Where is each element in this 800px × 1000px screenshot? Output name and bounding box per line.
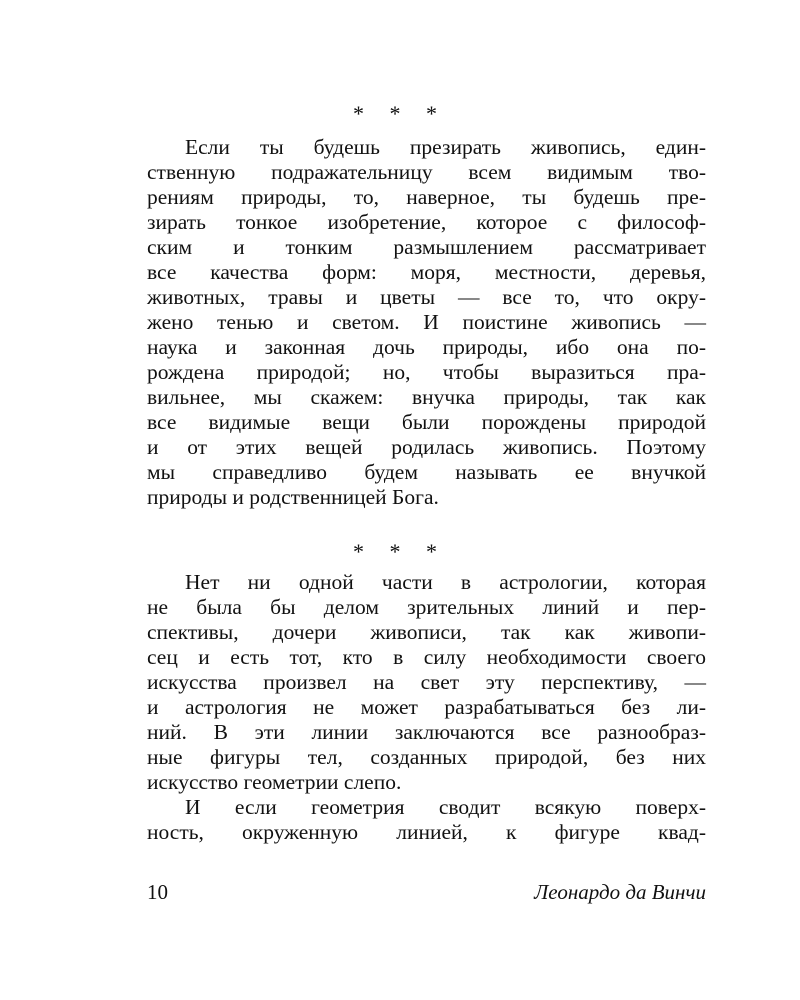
text-line: и от этих вещей родилась живопись. Поэтому bbox=[147, 435, 706, 459]
text-line: рениям природы, то, наверное, ты будешь пре- bbox=[147, 185, 706, 209]
text-line: сец и есть тот, кто в силу необходимости своего bbox=[147, 645, 706, 669]
text-line: природы и родственницей Бога. bbox=[147, 485, 439, 509]
text-line: ний. В эти линии заключаются все разнообраз- bbox=[147, 720, 706, 744]
text-line: животных, травы и цветы — все то, что окру- bbox=[147, 285, 706, 309]
text-line: вильнее, мы скажем: внучка природы, так как bbox=[147, 385, 706, 409]
text-line: рождена природой; но, чтобы выразиться пра- bbox=[147, 360, 706, 384]
page-number: 10 bbox=[147, 880, 168, 904]
page-footer bbox=[147, 879, 706, 905]
text-line: все видимые вещи были порождены природой bbox=[147, 410, 706, 434]
paragraph-painting bbox=[147, 135, 706, 510]
text-line: ность, окруженную линией, к фигуре квад- bbox=[147, 820, 706, 844]
text-line: и астрология не может разрабатываться без ли- bbox=[147, 695, 706, 719]
section-separator: * * * bbox=[353, 539, 447, 564]
text-line: искусства произвел на свет эту перспективу, — bbox=[147, 670, 706, 694]
text-line: наука и законная дочь природы, ибо она по- bbox=[147, 335, 706, 359]
text-line: все качества форм: моря, местности, деревья, bbox=[147, 260, 706, 284]
text-line: Нет ни одной части в астрологии, которая bbox=[185, 570, 706, 594]
text-line: ским и тонким размышлением рассматривает bbox=[147, 235, 706, 259]
text-line: Если ты будешь презирать живопись, един- bbox=[185, 135, 706, 159]
text-line: не была бы делом зрительных линий и пер- bbox=[147, 595, 706, 619]
paragraph-astrology bbox=[147, 570, 706, 845]
text-line: искусство геометрии слепо. bbox=[147, 770, 402, 794]
running-title: Леонардо да Винчи bbox=[534, 880, 706, 904]
text-line: И если геометрия сводит всякую поверх- bbox=[185, 795, 706, 819]
text-line: жено тенью и светом. И поистине живопись — bbox=[147, 310, 706, 334]
text-line: ственную подражательницу всем видимым тво- bbox=[147, 160, 706, 184]
text-line: зирать тонкое изобретение, которое с философ- bbox=[147, 210, 706, 234]
text-line: спективы, дочери живописи, так как живопи- bbox=[147, 620, 706, 644]
section-separator: * * * bbox=[353, 101, 447, 126]
text-line: ные фигуры тел, созданных природой, без них bbox=[147, 745, 706, 769]
text-line: мы справедливо будем называть ее внучкой bbox=[147, 460, 706, 484]
